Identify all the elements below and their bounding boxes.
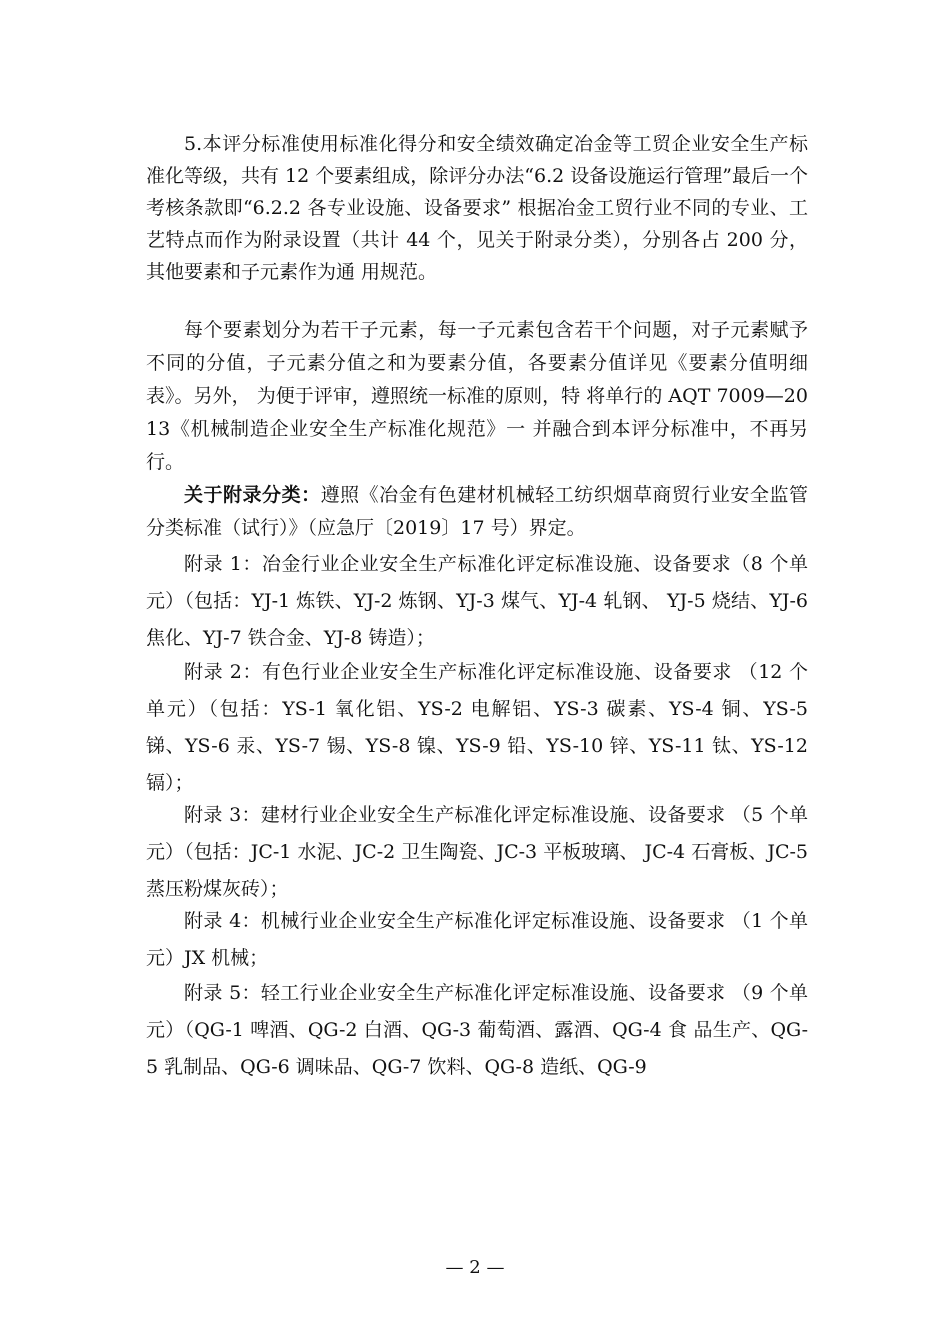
paragraph-scoring-standard: 5.本评分标准使用标准化得分和安全绩效确定冶金等工贸企业安全生产标准化等级，共有 12 个要素组成，除评分办法“6.2 设备设施运行管理”最后一个考核条款即“6.2.2 各专业设施、设备要求” 根据冶金工贸行业不同的专业、工艺特点而作为附录设置（共计 44 个，见关于附录分类），分别各占 200 分，其他要素和子元素作为通 用规范。 [146, 133, 808, 283]
appendix-classification-text: 遵照《冶金有色建材机械轻工纺织烟草商贸行业安全监管分类标准（试行）》（应急厅〔2019〕17 号）界定。 [146, 484, 808, 539]
paragraph-element-division: 每个要素划分为若干子元素，每一子元素包含若干个问题，对子元素赋予不同的分值，子元素分值之和为要素分值，各要素分值详见《要素分值明细表》。另外， 为便于评审，遵照统一标准的原则，特 将单行的 AQT 7009—2013《机械制造企业安全生产标准化规范》一 并融合到本评分标准中，不再另行。 [146, 319, 808, 473]
paragraph-appendix-classification [146, 479, 808, 545]
paragraph-appendix-3: 附录 3：建材行业企业安全生产标准化评定标准设施、设备要求 （5 个单元）（包括：JC-1 水泥、JC-2 卫生陶瓷、JC-3 平板玻璃、 JC-4 石膏板、JC-5 蒸压粉煤灰砖）； [146, 804, 808, 900]
appendix-classification-heading: 关于附录分类： [184, 484, 321, 506]
paragraph-appendix-5: 附录 5：轻工行业企业安全生产标准化评定标准设施、设备要求 （9 个单元）（QG-1 啤酒、QG-2 白酒、QG-3 葡萄酒、露酒、QG-4 食 品生产、QG-5 乳制品、QG-6 调味品、QG-7 饮料、QG-8 造纸、QG-9 [146, 982, 808, 1078]
paragraph-appendix-1: 附录 1：冶金行业企业安全生产标准化评定标准设施、设备要求（8 个单元）（包括：YJ-1 炼铁、YJ-2 炼钢、YJ-3 煤气、YJ-4 轧钢、 YJ-5 烧结、YJ-6 焦化、YJ-7 铁合金、YJ-8 铸造）； [146, 553, 808, 649]
paragraph-appendix-2: 附录 2：有色行业企业安全生产标准化评定标准设施、设备要求 （12 个单元）（包括：YS-1 氧化铝、YS-2 电解铝、YS-3 碳素、YS-4 铜、YS-5 锑、YS-6 汞、YS-7 锡、YS-8 镍、YS-9 铅、YS-10 锌、YS-11 钛、YS-12 镉）； [146, 661, 808, 794]
paragraph-appendix-4: 附录 4：机械行业企业安全生产标准化评定标准设施、设备要求 （1 个单元）JX 机械； [146, 910, 808, 969]
page-number: — 2 — [445, 1257, 505, 1278]
